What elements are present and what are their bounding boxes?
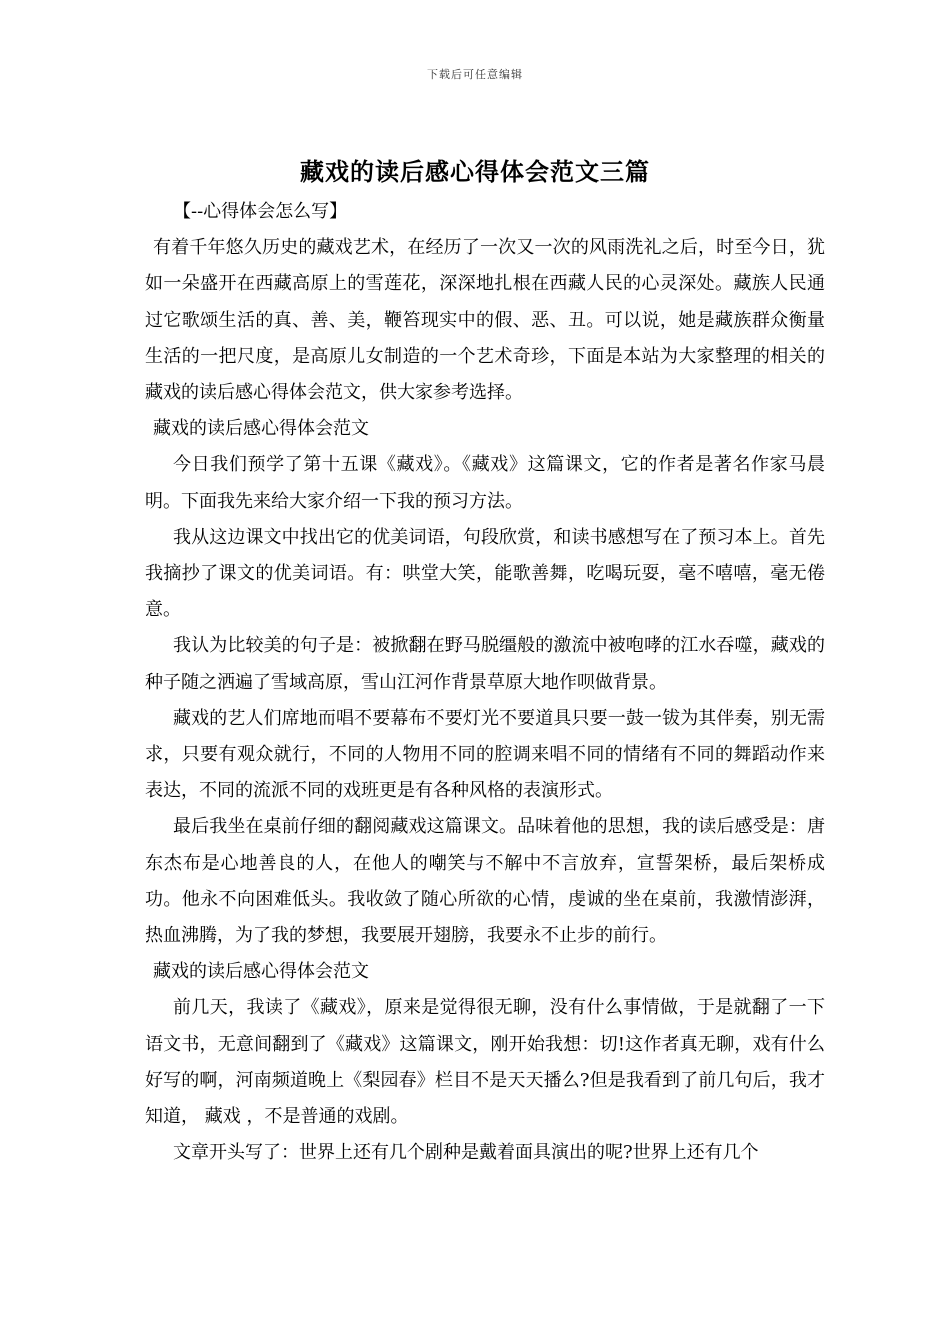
body-paragraph: 我认为比较美的句子是：被掀翻在野马脱缰般的激流中被咆哮的江水吞噬，藏戏的种子随之洒遍了雪域高原，雪山江河作背景草原大地作呗做背景。: [145, 635, 825, 693]
body-paragraph: 藏戏的艺人们席地而唱不要幕布不要灯光不要道具只要一鼓一钹为其伴奏，别无需求，只要有观众就行，不同的人物用不同的腔调来唱不同的情绪有不同的舞蹈动作来表达，不同的流派不同的戏班更是有各种风格的表演形式。: [145, 707, 825, 802]
body-paragraph: 前几天，我读了《藏戏》，原来是觉得很无聊，没有什么事情做，于是就翻了一下语文书，无意间翻到了《藏戏》这篇课文，刚开始我想：切!这作者真无聊，戏有什么好写的啊，河南频道晚上《梨园春》栏目不是天天播么?但是我看到了前几句后，我才知道， 藏戏 ，不是普通的戏剧。: [145, 997, 825, 1128]
body-paragraph: 今日我们预学了第十五课《藏戏》。《藏戏》这篇课文，它的作者是著名作家马晨明。下面我先来给大家介绍一下我的预习方法。: [145, 454, 825, 512]
body-paragraph: 我从这边课文中找出它的优美词语，句段欣赏，和读书感想写在了预习本上。首先我摘抄了课文的优美词语。有：哄堂大笑，能歌善舞，吃喝玩耍，毫不嘻嘻，毫无倦意。: [145, 526, 825, 621]
section-heading: 藏戏的读后感心得体会范文: [153, 418, 369, 440]
body-paragraph: 文章开头写了：世界上还有几个剧种是戴着面具演出的呢?世界上还有几个: [173, 1142, 759, 1164]
body-paragraph: 最后我坐在桌前仔细的翻阅藏戏这篇课文。品味着他的思想，我的读后感受是：唐东杰布是心地善良的人，在他人的嘲笑与不解中不言放弃，宣誓架桥，最后架桥成功。他永不向困难低头。我收敛了随心所欲的心情，虔诚的坐在桌前，我激情澎湃，热血沸腾，为了我的梦想，我要展开翅膀，我要永不止步的前行。: [145, 816, 825, 947]
section-heading: 藏戏的读后感心得体会范文: [153, 961, 369, 983]
document-title: 藏戏的读后感心得体会范文三篇: [300, 157, 650, 186]
body-paragraph: 【--心得体会怎么写】: [173, 201, 348, 222]
body-paragraph: 有着千年悠久历史的藏戏艺术，在经历了一次又一次的风雨洗礼之后，时至今日，犹如一朵盛开在西藏高原上的雪莲花，深深地扎根在西藏人民的心灵深处。藏族人民通过它歌颂生活的真、善、美，鞭笞现实中的假、恶、丑。可以说，她是藏族群众衡量生活的一把尺度，是高原儿女制造的一个艺术奇珍，下面是本站为大家整理的相关的藏戏的读后感心得体会范文，供大家参考选择。: [145, 237, 825, 404]
document-body: [145, 194, 825, 1171]
page-header: 下载后可任意编辑: [427, 68, 523, 81]
